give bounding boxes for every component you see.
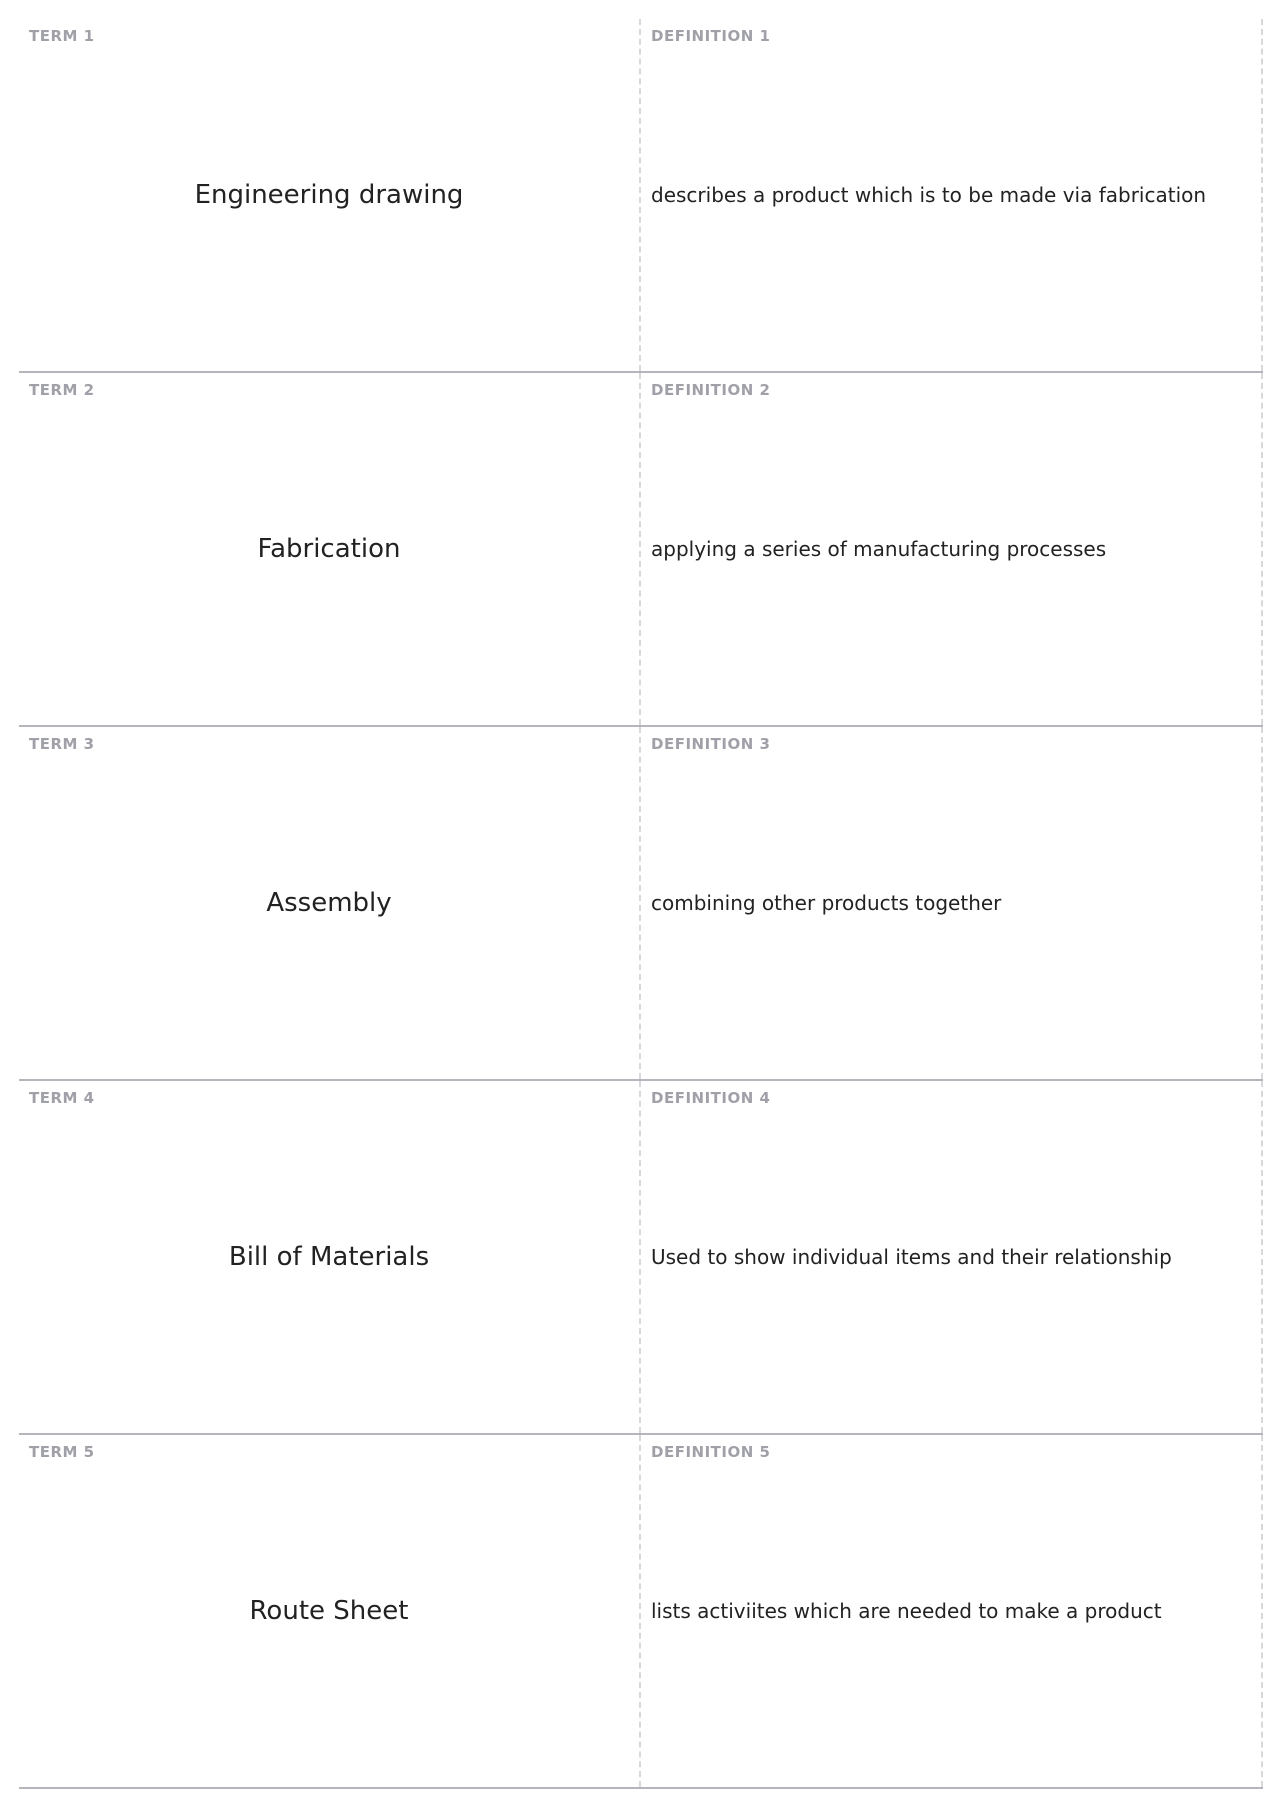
term-card bbox=[19, 373, 641, 725]
definition-label: DEFINITION 1 bbox=[651, 27, 771, 45]
definition-label: DEFINITION 3 bbox=[651, 735, 771, 753]
definition-card bbox=[641, 19, 1263, 371]
definition-label: DEFINITION 2 bbox=[651, 381, 771, 399]
flashcard-row bbox=[19, 19, 1263, 373]
definition-card bbox=[641, 1435, 1263, 1787]
term-text: Bill of Materials bbox=[228, 1242, 430, 1272]
definition-label: DEFINITION 4 bbox=[651, 1089, 771, 1107]
definition-text: Used to show individual items and their relationship bbox=[651, 1245, 1172, 1269]
term-label: TERM 1 bbox=[29, 27, 95, 45]
definition-card bbox=[641, 373, 1263, 725]
flashcard-sheet bbox=[19, 19, 1263, 1789]
definition-label: DEFINITION 5 bbox=[651, 1443, 771, 1461]
flashcard-row bbox=[19, 1435, 1263, 1789]
definition-text: describes a product which is to be made via fabrication bbox=[651, 183, 1207, 207]
definition-text: lists activiites which are needed to make a product bbox=[651, 1599, 1162, 1623]
term-card bbox=[19, 19, 641, 371]
term-text: Route Sheet bbox=[249, 1596, 409, 1626]
term-label: TERM 4 bbox=[29, 1089, 95, 1107]
flashcard-row bbox=[19, 727, 1263, 1081]
term-card bbox=[19, 1435, 641, 1787]
term-label: TERM 2 bbox=[29, 381, 95, 399]
definition-card bbox=[641, 1081, 1263, 1433]
flashcard-row bbox=[19, 373, 1263, 727]
term-card bbox=[19, 727, 641, 1079]
term-label: TERM 5 bbox=[29, 1443, 95, 1461]
term-text: Fabrication bbox=[257, 534, 401, 564]
term-text: Engineering drawing bbox=[194, 180, 464, 210]
definition-card bbox=[641, 727, 1263, 1079]
term-card bbox=[19, 1081, 641, 1433]
term-label: TERM 3 bbox=[29, 735, 95, 753]
definition-text: applying a series of manufacturing processes bbox=[651, 537, 1107, 561]
definition-text: combining other products together bbox=[651, 891, 1002, 915]
term-text: Assembly bbox=[266, 888, 392, 918]
flashcard-row bbox=[19, 1081, 1263, 1435]
